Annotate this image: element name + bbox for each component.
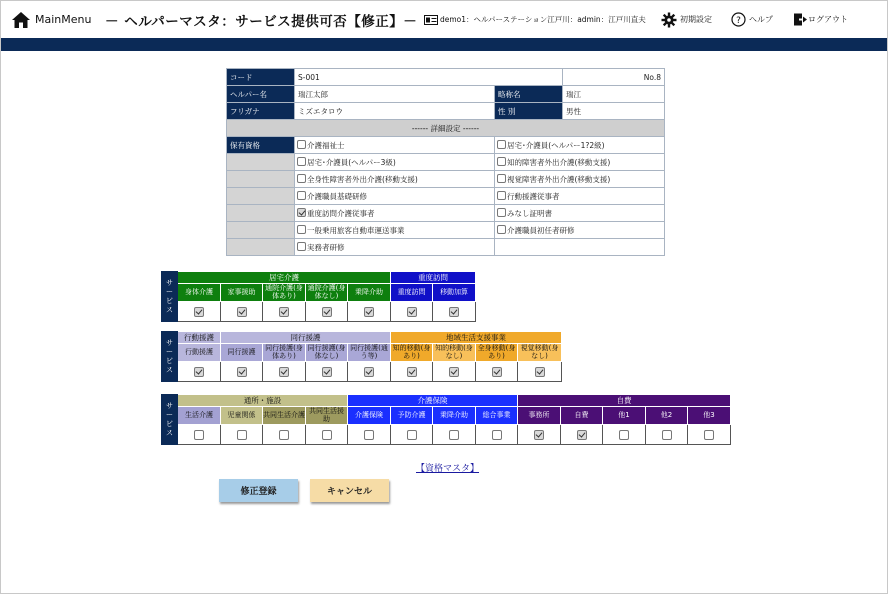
service-label: 同行援護(身体あり) (263, 344, 306, 362)
service-checkbox[interactable] (348, 425, 391, 445)
checkbox[interactable] (364, 367, 374, 377)
service-label: 介護保険 (348, 407, 391, 425)
qualification-checkbox[interactable]: 実務者研修 (295, 239, 495, 256)
checkbox[interactable] (297, 191, 306, 200)
service-checkbox[interactable] (263, 425, 306, 445)
checkbox[interactable] (194, 430, 204, 440)
checkbox[interactable] (279, 367, 289, 377)
service-label: 家事援助 (221, 284, 263, 302)
service-label: 知的移動(身なし) (433, 344, 476, 362)
group-header: 自費 (518, 395, 731, 407)
service-checkbox[interactable] (178, 425, 221, 445)
qualification-checkbox[interactable]: 行動援護従事者 (495, 188, 665, 205)
checkbox[interactable] (322, 307, 332, 317)
service-label: 乗降介助 (348, 284, 391, 302)
checkbox[interactable] (297, 174, 306, 183)
id-card-icon (424, 15, 438, 25)
qualification-checkbox[interactable]: 知的障害者外出介護(移動支援) (495, 154, 665, 171)
service-label: 通院介護(身体なし) (306, 284, 348, 302)
service-checkbox[interactable] (178, 362, 221, 382)
gear-icon (661, 12, 677, 28)
group-header: 地域生活支援事業 (391, 332, 562, 344)
checkbox[interactable] (497, 191, 506, 200)
service-label: 乗降介助 (433, 407, 476, 425)
service-label: 生活介護 (178, 407, 221, 425)
checkbox[interactable] (497, 208, 506, 217)
service-label: 行動援護 (178, 344, 221, 362)
checkbox[interactable] (449, 430, 459, 440)
qualification-checkbox[interactable]: みなし証明書 (495, 205, 665, 222)
service-label: 他3 (688, 407, 731, 425)
checkbox[interactable] (534, 430, 544, 440)
code-label: コード (227, 69, 295, 86)
service-label: 他2 (646, 407, 688, 425)
service-side-label: サービス (162, 395, 178, 445)
short-name-value: 瑞江 (563, 86, 665, 103)
service-checkbox[interactable] (433, 302, 476, 322)
helper-name-value: 瑞江太郎 (295, 86, 495, 103)
group-header: 介護保険 (348, 395, 518, 407)
service-label: 同行援護(身体なし) (306, 344, 348, 362)
service-checkbox[interactable] (476, 425, 518, 445)
qualification-checkbox[interactable]: 居宅･介護員(ヘルパー3級) (295, 154, 495, 171)
qualification-label: 保有資格 (227, 137, 295, 154)
service-label: 他1 (603, 407, 646, 425)
settings-label: 初期設定 (680, 15, 712, 24)
service-checkbox[interactable] (391, 302, 433, 322)
checkbox[interactable] (364, 307, 374, 317)
service-grid-3 (161, 394, 731, 445)
help-link[interactable] (731, 1, 773, 38)
service-checkbox[interactable] (263, 362, 306, 382)
logout-icon (793, 12, 808, 27)
checkbox[interactable] (297, 140, 306, 149)
qualification-checkbox[interactable]: 介護職員基礎研修 (295, 188, 495, 205)
service-label: 身体介護 (178, 284, 221, 302)
service-checkbox[interactable] (263, 302, 306, 322)
checkbox[interactable] (237, 367, 247, 377)
service-checkbox[interactable] (348, 362, 391, 382)
checkbox[interactable] (194, 367, 204, 377)
service-checkbox[interactable] (518, 425, 561, 445)
qualification-checkbox[interactable]: 重度訪問介護従事者 (295, 205, 495, 222)
helper-info-table (226, 68, 665, 256)
qualification-checkbox[interactable]: 居宅･介護員(ヘルパー1?2級) (495, 137, 665, 154)
checkbox[interactable] (497, 140, 506, 149)
qualification-checkbox[interactable]: 一般乗用旅客自動車運送事業 (295, 222, 495, 239)
service-checkbox[interactable] (433, 425, 476, 445)
page-title: － ヘルパーマスタ：サービス提供可否【修正】－ (105, 13, 418, 30)
checkbox[interactable] (297, 242, 306, 251)
service-label: 同行援護 (221, 344, 263, 362)
qualification-master-link[interactable]: 【資格マスタ】 (416, 464, 480, 474)
service-checkbox[interactable] (603, 425, 646, 445)
group-header: 通所・施設 (178, 395, 348, 407)
service-checkbox[interactable] (348, 302, 391, 322)
user-info (424, 1, 646, 38)
service-grid-1 (161, 271, 476, 322)
checkbox[interactable] (497, 174, 506, 183)
checkbox[interactable] (279, 307, 289, 317)
service-checkbox[interactable] (518, 362, 562, 382)
gender-value: 男性 (563, 103, 665, 120)
service-label: 視覚移動(身なし) (518, 344, 562, 362)
help-label: ヘルプ (749, 15, 773, 24)
checkbox[interactable] (322, 430, 332, 440)
service-checkbox[interactable] (306, 425, 348, 445)
service-label: 事務所 (518, 407, 561, 425)
user-label: demo1：ヘルパーステーション江戸川：admin：江戸川直夫 (440, 15, 646, 24)
header (1, 1, 888, 38)
checkbox[interactable] (407, 307, 417, 317)
nav-bar (1, 38, 888, 51)
logout-link[interactable] (793, 1, 848, 38)
checkbox[interactable] (364, 430, 374, 440)
checkbox[interactable] (535, 367, 545, 377)
group-header: 行動援護 (178, 332, 221, 344)
checkbox[interactable] (449, 367, 459, 377)
service-label: 予防介護 (391, 407, 433, 425)
help-icon (731, 12, 746, 27)
record-number: No.8 (563, 69, 665, 86)
service-label: 共同生活介護 (263, 407, 306, 425)
detail-settings-header: ------ 詳細設定 ------ (227, 120, 665, 137)
service-checkbox[interactable] (391, 362, 433, 382)
logout-label: ログアウト (808, 15, 848, 24)
helper-name-label: ヘルパー名 (227, 86, 295, 103)
cancel-button[interactable]: キャンセル (310, 479, 389, 502)
qualification-checkbox[interactable]: 全身性障害者外出介護(移動支援) (295, 171, 495, 188)
kana-label: フリガナ (227, 103, 295, 120)
checkbox[interactable] (704, 430, 714, 440)
service-label: 通院介護(身体あり) (263, 284, 306, 302)
checkbox[interactable] (619, 430, 629, 440)
svg-text:?: ? (736, 16, 741, 26)
service-checkbox[interactable] (688, 425, 731, 445)
service-checkbox[interactable] (391, 425, 433, 445)
service-checkbox[interactable] (221, 362, 263, 382)
group-header: 重度訪問 (391, 272, 476, 284)
checkbox[interactable] (497, 225, 506, 234)
settings-link[interactable] (661, 1, 712, 38)
qualification-checkbox[interactable]: 視覚障害者外出介護(移動支援) (495, 171, 665, 188)
qualification-checkbox[interactable]: 介護職員初任者研修 (495, 222, 665, 239)
group-header: 同行援護 (221, 332, 391, 344)
group-header: 居宅介護 (178, 272, 391, 284)
service-label: 共同生活援助 (306, 407, 348, 425)
checkbox[interactable] (237, 430, 247, 440)
service-checkbox[interactable] (306, 362, 348, 382)
checkbox[interactable] (279, 430, 289, 440)
service-side-label: サービス (162, 272, 178, 322)
service-checkbox[interactable] (221, 302, 263, 322)
service-checkbox[interactable] (221, 425, 263, 445)
service-label: 総合事業 (476, 407, 518, 425)
service-checkbox[interactable] (178, 302, 221, 322)
checkbox[interactable] (407, 430, 417, 440)
checkbox[interactable] (297, 208, 306, 217)
service-checkbox[interactable] (476, 362, 518, 382)
save-button[interactable]: 修正登録 (219, 479, 298, 502)
checkbox[interactable] (194, 307, 204, 317)
checkbox[interactable] (497, 157, 506, 166)
checkbox[interactable] (492, 430, 502, 440)
service-label: 全身移動(身あり) (476, 344, 518, 362)
kana-value: ミズエタロウ (295, 103, 495, 120)
service-checkbox[interactable] (433, 362, 476, 382)
checkbox[interactable] (297, 157, 306, 166)
service-label: 重度訪問 (391, 284, 433, 302)
checkbox[interactable] (237, 307, 247, 317)
service-checkbox[interactable] (306, 302, 348, 322)
service-checkbox[interactable] (646, 425, 688, 445)
service-checkbox[interactable] (561, 425, 603, 445)
service-label: 知的移動(身あり) (391, 344, 433, 362)
checkbox[interactable] (492, 367, 502, 377)
checkbox[interactable] (449, 307, 459, 317)
checkbox[interactable] (297, 225, 306, 234)
short-name-label: 略称名 (495, 86, 563, 103)
qualification-checkbox[interactable]: 介護福祉士 (295, 137, 495, 154)
gender-label: 性 別 (495, 103, 563, 120)
service-label: 同行援護(通う等) (348, 344, 391, 362)
code-value: S-001 (295, 69, 563, 86)
mainmenu-label: MainMenu (35, 13, 92, 26)
checkbox[interactable] (407, 367, 417, 377)
service-side-label: サービス (162, 332, 178, 382)
service-grid-2 (161, 331, 562, 382)
service-label: 児童関係 (221, 407, 263, 425)
checkbox[interactable] (322, 367, 332, 377)
service-label: 移動加算 (433, 284, 476, 302)
home-icon (11, 10, 31, 30)
checkbox[interactable] (662, 430, 672, 440)
service-label: 自費 (561, 407, 603, 425)
mainmenu-link[interactable] (11, 1, 91, 38)
checkbox[interactable] (577, 430, 587, 440)
